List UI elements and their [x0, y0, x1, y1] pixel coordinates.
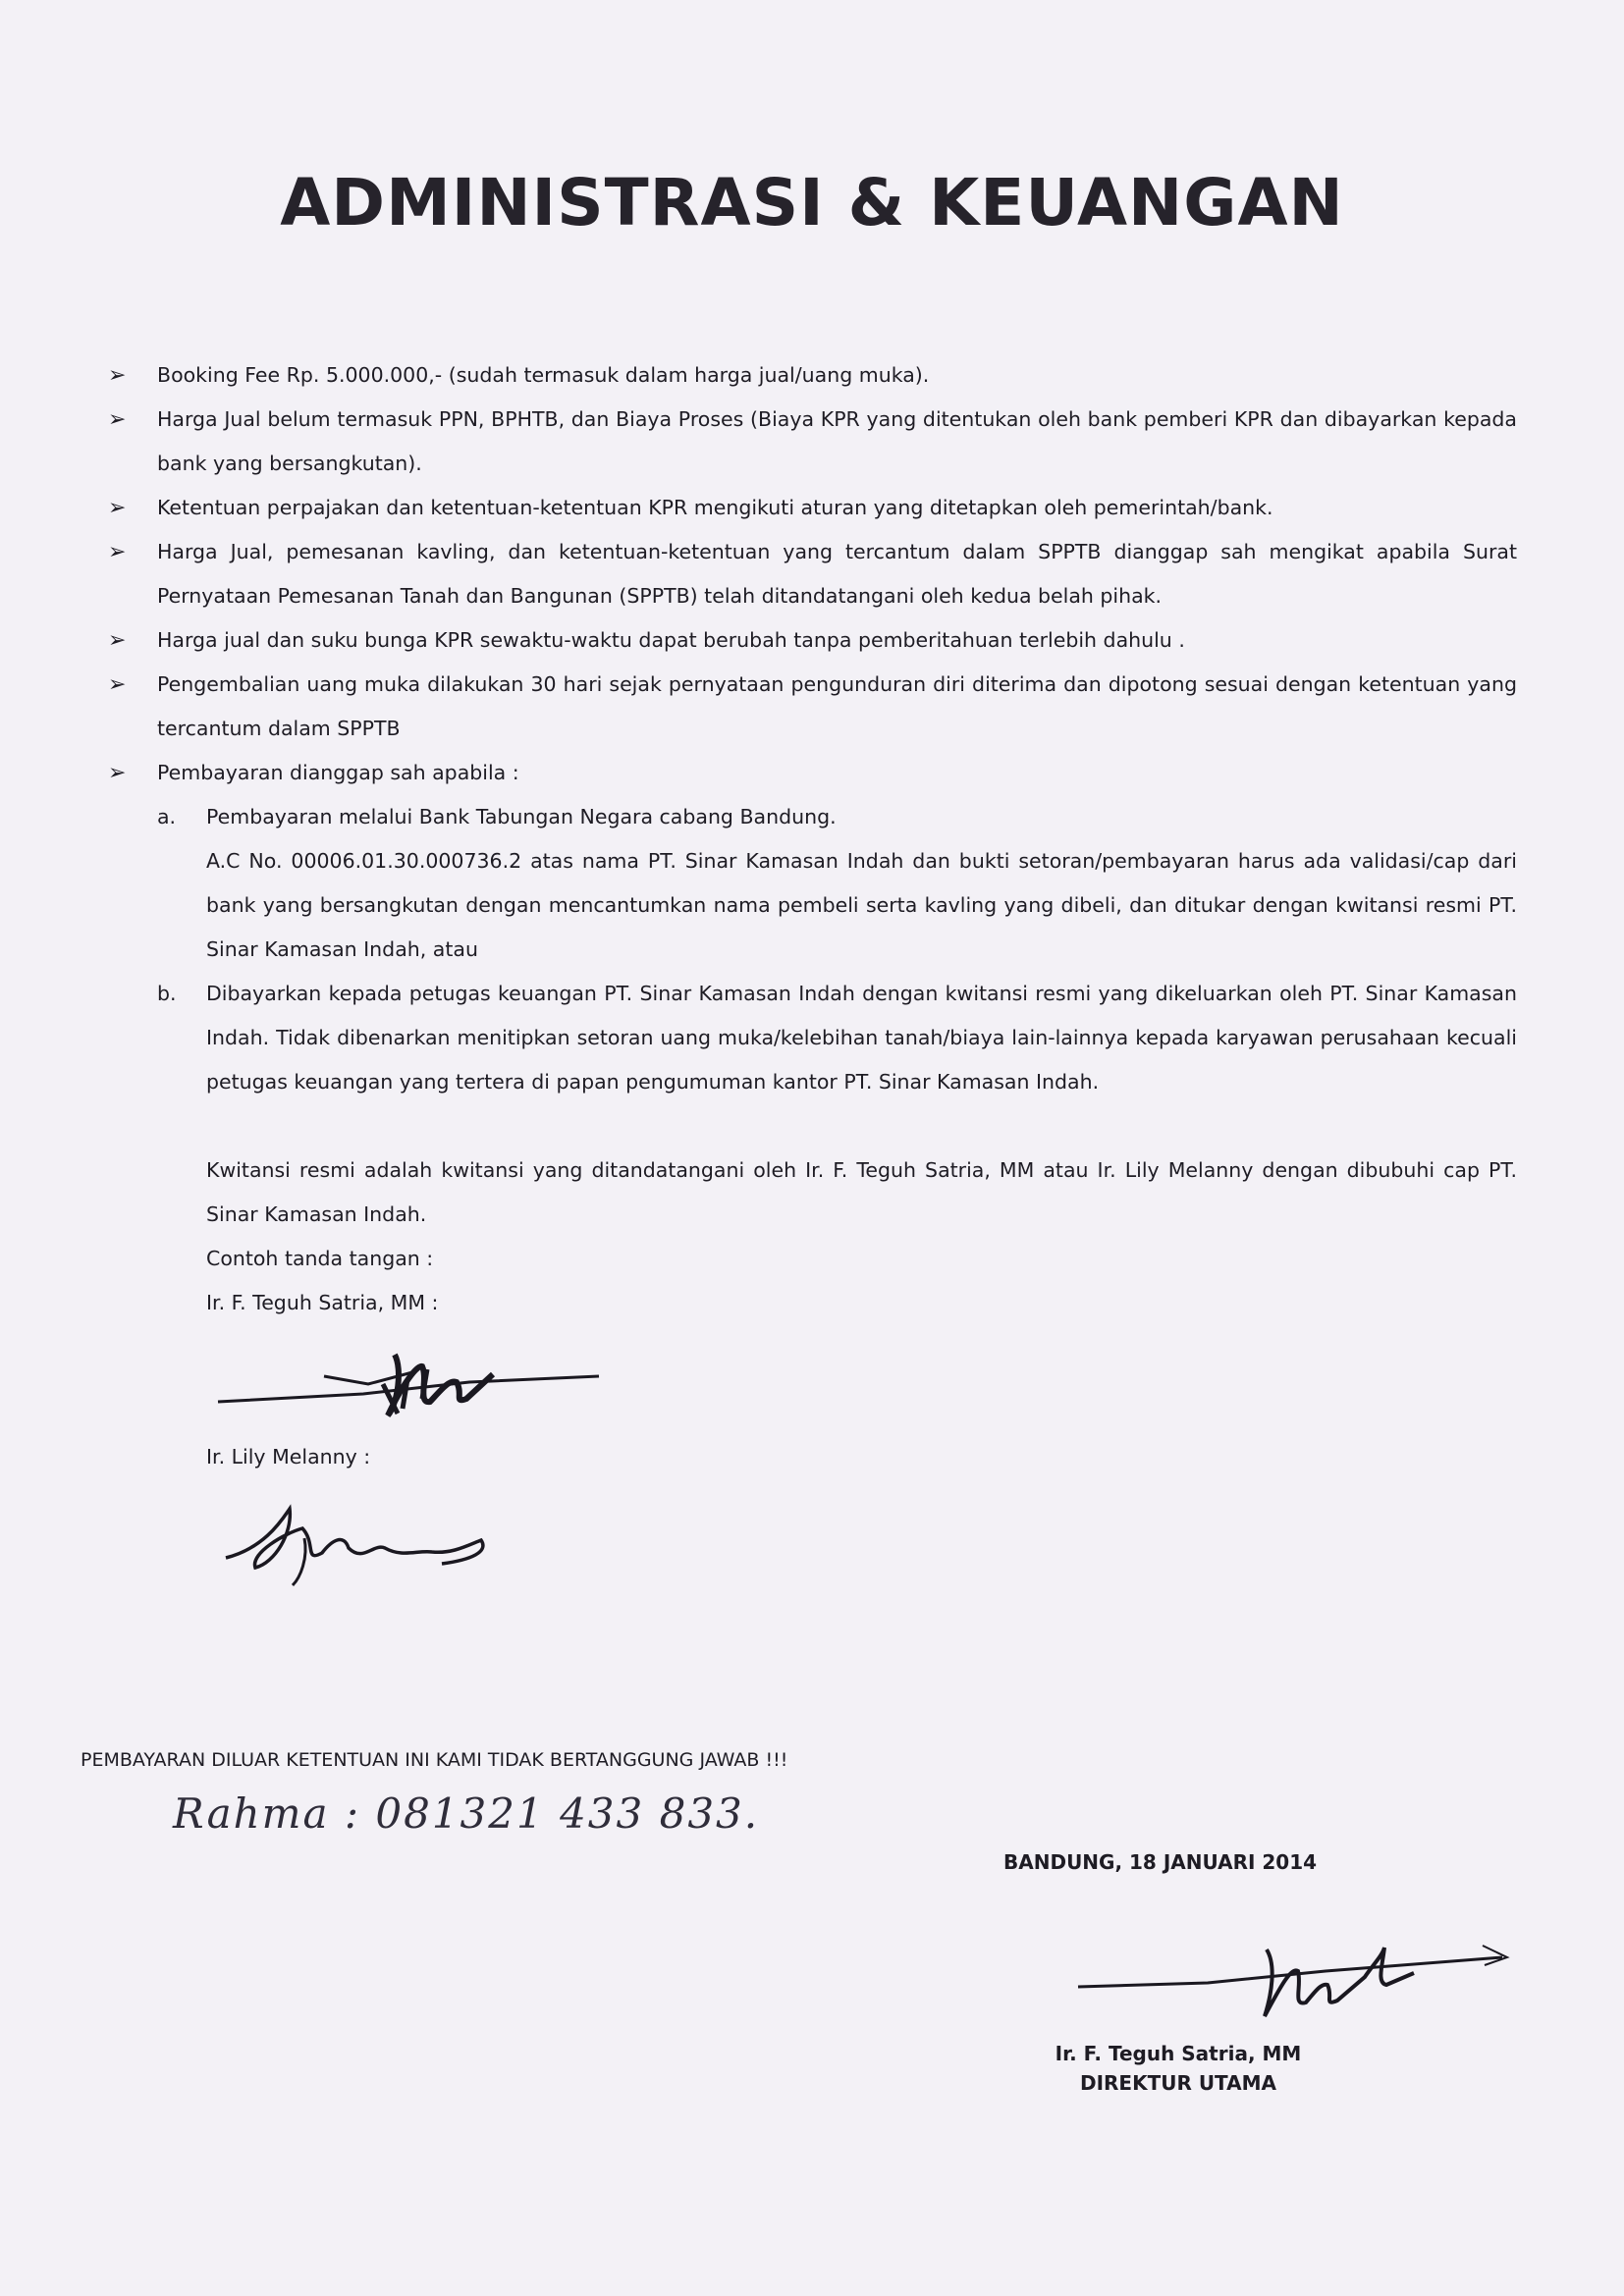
arrow-bullet-icon: ➢	[108, 761, 127, 785]
payment-option-a-detail: A.C No. 00006.01.30.000736.2 atas nama PT. Sinar Kamasan Indah dan bukti setoran/pembayaran harus ada validasi/cap dari bank yang bersangkutan dengan mencantumkan nama pembeli serta kavling yang dibeli, dan ditukar dengan kwitansi resmi PT. Sinar Kamasan Indah, atau	[206, 849, 1517, 961]
place-date: BANDUNG, 18 JANUARI 2014	[1003, 1850, 1318, 1874]
signature-image	[206, 1479, 520, 1587]
receipt-note: Kwitansi resmi adalah kwitansi yang ditandatangani oleh Ir. F. Teguh Satria, MM atau Ir. Lily Melanny dengan dibubuhi cap PT. Sinar Kamasan Indah.	[206, 1158, 1517, 1226]
director-signature	[1070, 1926, 1512, 2038]
arrow-bullet-icon: ➢	[108, 672, 127, 697]
signature-image	[206, 1325, 619, 1433]
disclaimer: PEMBAYARAN DILUAR KETENTUAN INI KAMI TIDAK BERTANGGUNG JAWAB !!!	[81, 1749, 788, 1771]
bullet-text: Harga Jual belum termasuk PPN, BPHTB, dan Biaya Proses (Biaya KPR yang ditentukan oleh bank pemberi KPR dan dibayarkan kepada bank yang bersangkutan).	[157, 407, 1517, 475]
list-item	[108, 618, 1517, 663]
arrow-bullet-icon: ➢	[108, 496, 127, 520]
bullet-text: Booking Fee Rp. 5.000.000,- (sudah termasuk dalam harga jual/uang muka).	[157, 363, 930, 387]
option-label: a.	[157, 805, 177, 828]
signatory-name: Ir. F. Teguh Satria, MM	[1055, 2042, 1302, 2065]
list-item	[108, 530, 1517, 618]
list-item	[108, 486, 1517, 530]
list-item	[108, 398, 1517, 486]
terms-body	[108, 353, 1517, 1595]
handwritten-contact: Rahma : 081321 433 833.	[173, 1789, 760, 1838]
arrow-bullet-icon: ➢	[108, 407, 127, 432]
bullet-text: Harga Jual, pemesanan kavling, dan ketentuan-ketentuan yang tercantum dalam SPPTB dianggap sah mengikat apabila Surat Pernyataan Pemesanan Tanah dan Bangunan (SPPTB) telah ditandatangani oleh kedua belah pihak.	[157, 540, 1517, 608]
bullet-text: Pembayaran dianggap sah apabila :	[157, 761, 519, 784]
signer2-label: Ir. Lily Melanny :	[206, 1445, 371, 1468]
list-item	[108, 353, 1517, 398]
arrow-bullet-icon: ➢	[108, 363, 127, 388]
signature-image	[1070, 1926, 1512, 2034]
bullet-text: Ketentuan perpajakan dan ketentuan-ketentuan KPR mengikuti aturan yang ditetapkan oleh pemerintah/bank.	[157, 496, 1273, 519]
payment-option-a	[157, 795, 1517, 839]
arrow-bullet-icon: ➢	[108, 628, 127, 653]
arrow-bullet-icon: ➢	[108, 540, 127, 564]
page-title: ADMINISTRASI & KEUANGAN	[280, 165, 1344, 240]
signature-lily-sample	[206, 1479, 1517, 1595]
signatory-title: DIREKTUR UTAMA	[1079, 2071, 1277, 2095]
signature-teguh-sample	[206, 1325, 1517, 1435]
list-item	[108, 751, 1517, 795]
bullet-text: Pengembalian uang muka dilakukan 30 hari sejak pernyataan pengunduran diri diterima dan dipotong sesuai dengan ketentuan yang tercantum dalam SPPTB	[157, 672, 1517, 740]
list-item	[108, 663, 1517, 751]
option-text: Dibayarkan kepada petugas keuangan PT. Sinar Kamasan Indah dengan kwitansi resmi yang dikeluarkan oleh PT. Sinar Kamasan Indah. Tidak dibenarkan menitipkan setoran uang muka/kelebihan tanah/biaya lain-lainnya kepada karyawan perusahaan kecuali petugas keuangan yang tertera di papan pengumuman kantor PT. Sinar Kamasan Indah.	[206, 982, 1517, 1094]
option-label: b.	[157, 982, 177, 1005]
signer1-label: Ir. F. Teguh Satria, MM :	[206, 1291, 439, 1314]
option-text: Pembayaran melalui Bank Tabungan Negara cabang Bandung.	[206, 805, 837, 828]
signatory-block	[982, 2039, 1375, 2098]
bullet-text: Harga jual dan suku bunga KPR sewaktu-waktu dapat berubah tanpa pemberitahuan terlebih dahulu .	[157, 628, 1185, 652]
payment-option-b	[157, 972, 1517, 1104]
sample-signature-heading: Contoh tanda tangan :	[206, 1247, 434, 1270]
